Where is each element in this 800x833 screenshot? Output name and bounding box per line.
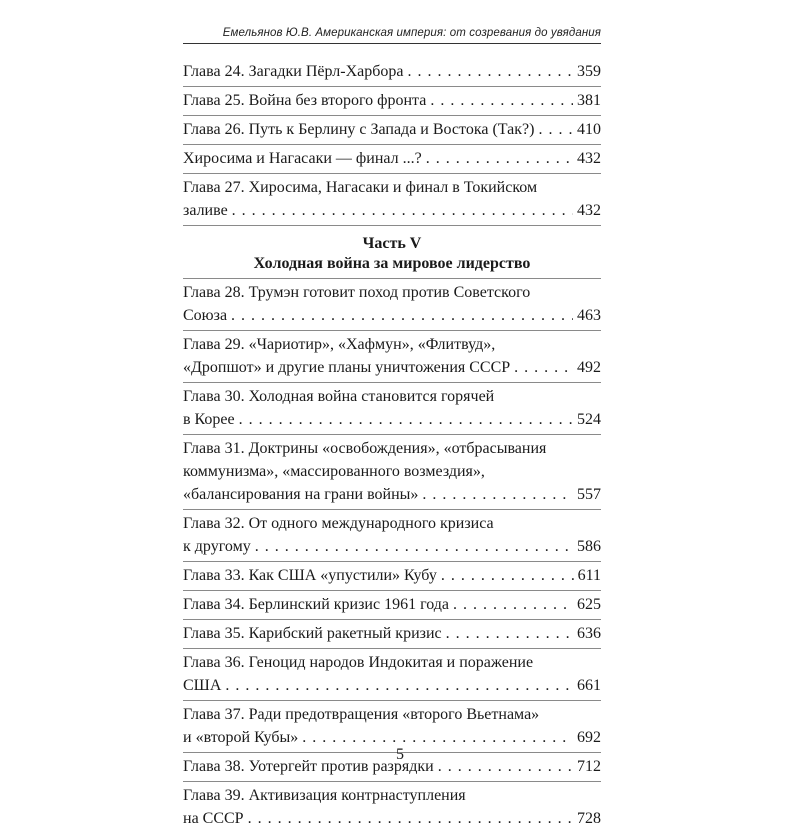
dot-leader xyxy=(538,118,573,141)
toc-entry-ch30[interactable] xyxy=(183,383,601,435)
dot-leader xyxy=(453,593,573,616)
toc-entry-title-line1: Глава 32. От одного международного кризиса xyxy=(183,515,494,532)
toc-entry-ch28[interactable] xyxy=(183,279,601,331)
toc-page-number: 692 xyxy=(577,729,601,746)
toc-entry-ch31[interactable] xyxy=(183,435,601,510)
toc-page-number: 524 xyxy=(577,411,601,428)
toc-entry-title-line1: Глава 27. Хиросима, Нагасаки и финал в Токийском xyxy=(183,179,538,196)
toc-entry-title: «балансирования на грани войны» xyxy=(183,486,419,503)
toc-entry-title: и «второй Кубы» xyxy=(183,729,299,746)
toc-entry-title: Глава 33. Как США «упустили» Кубу xyxy=(183,567,437,584)
toc-page-number: 492 xyxy=(577,359,601,376)
dot-leader xyxy=(430,89,573,112)
toc-page-number: 557 xyxy=(577,486,601,503)
toc-page-number: 661 xyxy=(577,677,601,694)
toc-page-number: 712 xyxy=(577,758,601,775)
toc-entry-title: Глава 25. Война без второго фронта xyxy=(183,92,427,109)
toc-entry-ch36[interactable] xyxy=(183,649,601,701)
toc-entry-ch32[interactable] xyxy=(183,510,601,562)
toc-page-number: 359 xyxy=(577,63,601,80)
toc-entry-title-line2: коммунизма», «массированного возмездия», xyxy=(183,463,485,480)
dot-leader xyxy=(446,622,573,645)
toc-entry-title: Глава 38. Уотергейт против разрядки xyxy=(183,758,434,775)
toc-page-number: 625 xyxy=(577,596,601,613)
dot-leader xyxy=(441,564,574,587)
toc-entry-title: «Дропшот» и другие планы уничтожения СССР xyxy=(183,359,511,376)
toc-entry-title: Глава 34. Берлинский кризис 1961 года xyxy=(183,596,450,613)
toc-entry-title: к другому xyxy=(183,538,251,555)
toc-entry-ch33[interactable] xyxy=(183,562,601,591)
dot-leader xyxy=(231,304,573,327)
toc-page-number: 463 xyxy=(577,307,601,324)
toc-entry-ch24[interactable] xyxy=(183,58,601,87)
toc-entry-title-line1: Глава 39. Активизация контрнаступления xyxy=(183,787,466,804)
toc-entry-title: на СССР xyxy=(183,810,244,827)
toc-entry-title: Глава 26. Путь к Берлину с Запада и Востока (Так?) xyxy=(183,121,535,138)
toc-entry-title: США xyxy=(183,677,222,694)
table-of-contents xyxy=(183,58,601,833)
toc-entry-hiroshima[interactable] xyxy=(183,145,601,174)
toc-entry-title-line1: Глава 30. Холодная война становится горячей xyxy=(183,388,495,405)
part-heading xyxy=(183,226,601,279)
toc-page-number: 728 xyxy=(577,810,601,827)
toc-entry-title: Союза xyxy=(183,307,228,324)
running-header: Емельянов Ю.В. Американская империя: от созревания до увядания xyxy=(183,27,601,44)
toc-page-number: 432 xyxy=(577,202,601,219)
toc-page-number: 410 xyxy=(577,121,601,138)
dot-leader xyxy=(255,535,573,558)
dot-leader xyxy=(239,408,573,431)
dot-leader xyxy=(408,60,574,83)
toc-entry-title-line1: Глава 36. Геноцид народов Индокитая и поражение xyxy=(183,654,534,671)
toc-entry-title-line1: Глава 37. Ради предотвращения «второго Вьетнама» xyxy=(183,706,540,723)
toc-page-number: 586 xyxy=(577,538,601,555)
dot-leader xyxy=(426,147,573,170)
toc-page-number: 611 xyxy=(577,567,601,584)
dot-leader xyxy=(422,483,573,506)
toc-entry-title: Глава 35. Карибский ракетный кризис xyxy=(183,625,442,642)
toc-entry-title: Хиросима и Нагасаки — финал ...? xyxy=(183,150,422,167)
part-label: Часть V xyxy=(362,235,422,252)
page-number: 5 xyxy=(396,746,404,763)
toc-entry-title: заливе xyxy=(183,202,228,219)
toc-entry-title-line1: Глава 31. Доктрины «освобождения», «отбрасывания xyxy=(183,440,547,457)
toc-entry-title: в Корее xyxy=(183,411,235,428)
toc-entry-title: Глава 24. Загадки Пёрл-Харбора xyxy=(183,63,404,80)
dot-leader xyxy=(232,199,573,222)
part-title: Холодная война за мировое лидерство xyxy=(253,255,531,272)
toc-entry-ch25[interactable] xyxy=(183,87,601,116)
toc-entry-ch29[interactable] xyxy=(183,331,601,383)
toc-page-number: 636 xyxy=(577,625,601,642)
toc-entry-ch35[interactable] xyxy=(183,620,601,649)
toc-entry-ch39[interactable] xyxy=(183,782,601,833)
toc-entry-title-line1: Глава 28. Трумэн готовит поход против Советского xyxy=(183,284,531,301)
dot-leader xyxy=(225,674,573,697)
dot-leader xyxy=(248,807,573,830)
toc-page-number: 432 xyxy=(577,150,601,167)
dot-leader xyxy=(514,356,573,379)
toc-entry-title-line1: Глава 29. «Чариотир», «Хафмун», «Флитвуд», xyxy=(183,336,496,353)
toc-entry-ch26[interactable] xyxy=(183,116,601,145)
toc-entry-ch34[interactable] xyxy=(183,591,601,620)
toc-entry-ch27[interactable] xyxy=(183,174,601,226)
toc-page-number: 381 xyxy=(577,92,601,109)
